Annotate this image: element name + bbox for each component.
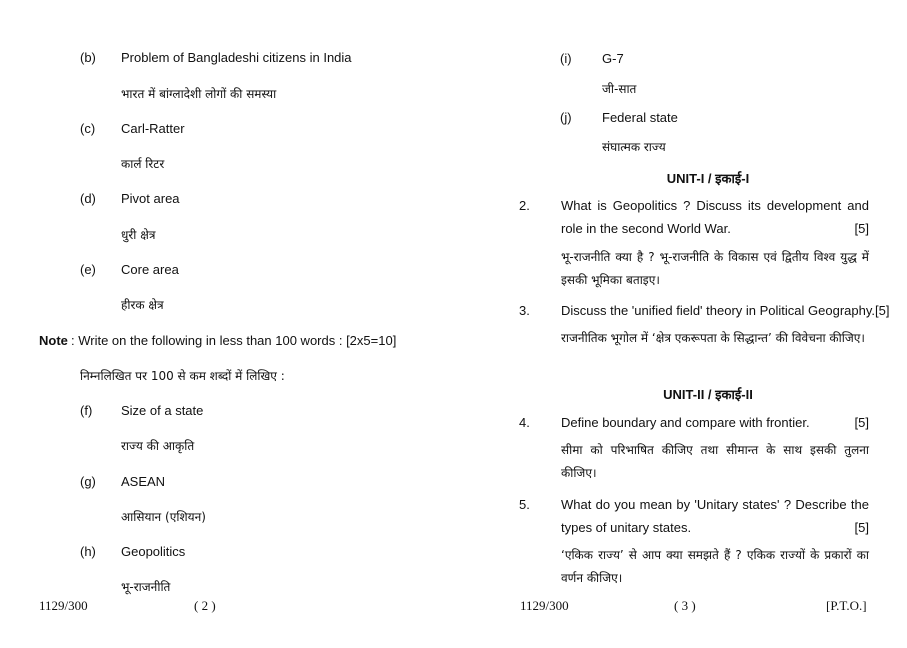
item-label: (f): [80, 403, 93, 418]
item-label: (d): [80, 191, 96, 206]
item-hindi: भू-राजनीति: [121, 580, 171, 594]
question-text: [561, 194, 869, 240]
item-hindi: आसियान (एशियन): [121, 510, 206, 524]
question-marks: [5]: [854, 415, 869, 430]
question-marks: [5]: [854, 221, 869, 236]
question-hindi: भू-राजनीति क्या है ? भू-राजनीति के विकास एवं द्वितीय विश्व युद्ध में इसकी भूमिका बताइए।: [561, 250, 869, 287]
item-english: Federal state: [602, 110, 678, 125]
question-text: [561, 303, 890, 318]
item-english: Pivot area: [121, 191, 180, 206]
question-text: [561, 415, 869, 430]
note-hindi: निम्नलिखित पर 100 से कम शब्दों में लिखिए :: [80, 369, 285, 383]
item-english: Size of a state: [121, 403, 204, 418]
question-number: 4.: [519, 415, 530, 430]
question-english: Discuss the 'unified field' theory in Political Geography.: [561, 303, 875, 318]
item-hindi: हीरक क्षेत्र: [121, 298, 164, 312]
item-english: ASEAN: [121, 474, 166, 489]
item-hindi: भारत में बांग्लादेशी लोगों की समस्या: [121, 87, 277, 101]
question-number: 2.: [519, 198, 530, 213]
question-hindi: ‘एकिक राज्य’ से आप क्या समझते हैं ? एकिक राज्यों के प्रकारों का वर्णन कीजिए।: [561, 548, 869, 585]
item-label: (h): [80, 544, 96, 559]
footer-pto: [P.T.O.]: [826, 598, 867, 613]
item-hindi: राज्य की आकृति: [121, 439, 195, 453]
item-label: (b): [80, 50, 96, 65]
note-text: : Write on the following in less than 100 words : [2x5=10]: [71, 333, 397, 348]
item-english: G-7: [602, 51, 624, 66]
note-label: Note: [39, 333, 68, 348]
item-label: (e): [80, 262, 96, 277]
item-english: Problem of Bangladeshi citizens in India: [121, 50, 352, 65]
item-label: (j): [560, 110, 572, 125]
question-marks: [5]: [875, 303, 890, 318]
question-hindi: राजनीतिक भूगोल में ‘क्षेत्र एकरूपता के सिद्धान्त’ की विवेचना कीजिए।: [561, 331, 865, 345]
item-english: Carl-Ratter: [121, 121, 185, 136]
item-hindi: कार्ल रिटर: [121, 157, 165, 171]
question-english: What is Geopolitics ? Discuss its development and role in the second World War.: [561, 198, 869, 236]
question-number: 3.: [519, 303, 530, 318]
item-english: Geopolitics: [121, 544, 186, 559]
item-hindi: संघात्मक राज्य: [602, 140, 666, 154]
question-english: Define boundary and compare with frontier.: [561, 415, 810, 430]
item-hindi: धुरी क्षेत्र: [121, 228, 156, 242]
footer-page-number: ( 3 ): [674, 598, 696, 613]
question-hindi: सीमा को परिभाषित कीजिए तथा सीमान्त के साथ इसकी तुलना कीजिए।: [561, 443, 869, 480]
item-label: (c): [80, 121, 96, 136]
question-text: [561, 493, 869, 539]
footer-page-number: ( 2 ): [194, 598, 216, 613]
unit-heading: UNIT-I / इकाई-I: [666, 171, 750, 186]
item-label: (i): [560, 51, 572, 66]
item-english: Core area: [121, 262, 179, 277]
footer-paper-code: 1129/300: [520, 598, 569, 613]
unit-heading: UNIT-II / इकाई-II: [663, 387, 753, 402]
question-number: 5.: [519, 497, 530, 512]
question-marks: [5]: [854, 520, 869, 535]
item-hindi: जी-सात: [602, 82, 637, 96]
item-label: (g): [80, 474, 96, 489]
question-english: What do you mean by 'Unitary states' ? Describe the types of unitary states.: [561, 497, 869, 535]
footer-paper-code: 1129/300: [39, 598, 88, 613]
